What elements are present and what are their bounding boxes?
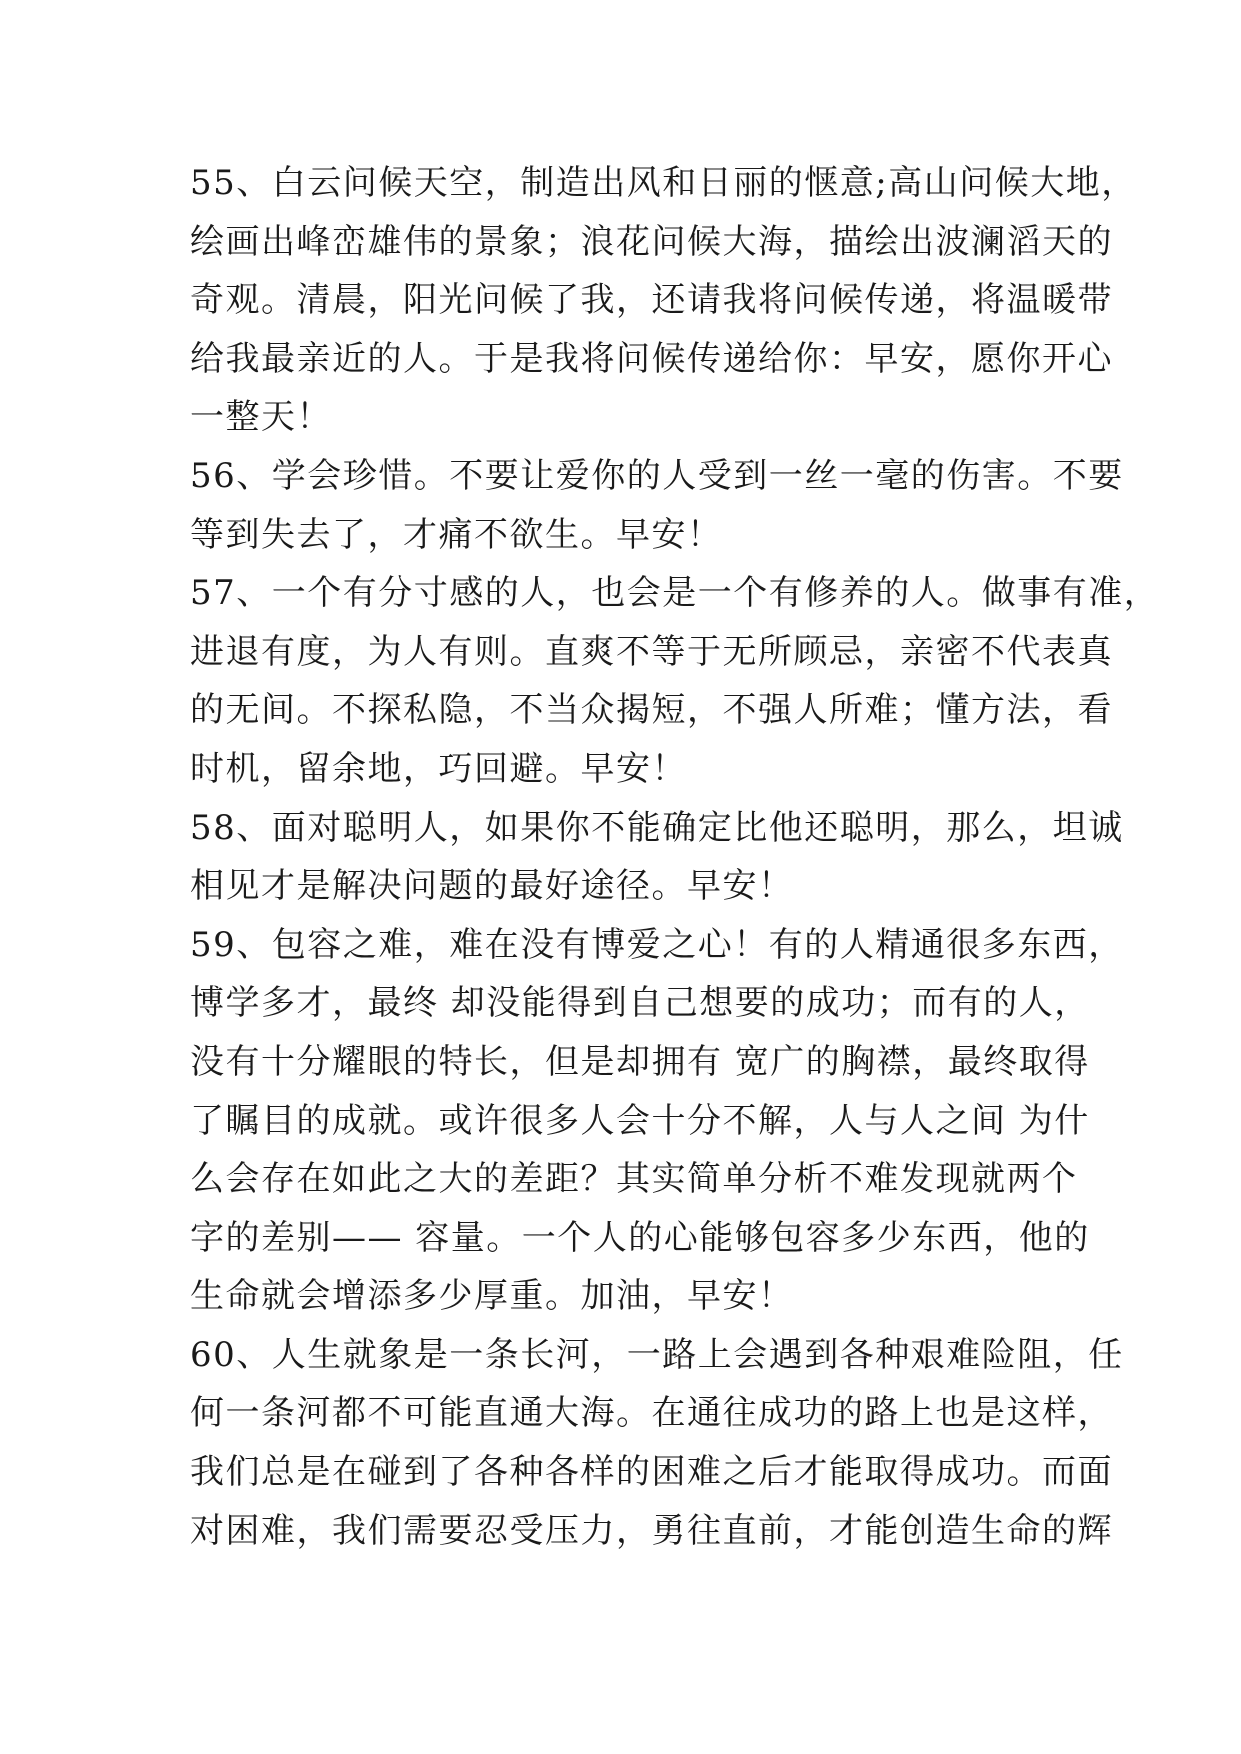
text-line-5: 一整天！ bbox=[190, 397, 332, 438]
text-line-1: 55、白云问候天空，制造出风和日丽的惬意;高山问候大地， bbox=[190, 163, 1137, 203]
text-line-17: 了瞩目的成就。或许很多人会十分不解，人与人之间 为什 bbox=[190, 1100, 1090, 1141]
text-line-9: 进退有度，为人有则。直爽不等于无所顾忌，亲密不代表真 bbox=[190, 631, 1113, 672]
text-line-14: 59、包容之难，难在没有博爱之心！有的人精通很多东西， bbox=[190, 924, 1124, 965]
text-line-8: 57、一个有分寸感的人，也会是一个有修养的人。做事有准， bbox=[190, 573, 1160, 614]
text-line-23: 我们总是在碰到了各种各样的困难之后才能取得成功。而面 bbox=[190, 1452, 1113, 1493]
document-body bbox=[190, 154, 1160, 1560]
text-line-20: 生命就会增添多少厚重。加油，早安！ bbox=[190, 1276, 794, 1317]
text-line-19: 字的差别—— 容量。一个人的心能够包容多少东西，他的 bbox=[190, 1217, 1090, 1258]
text-line-12: 58、面对聪明人，如果你不能确定比他还聪明，那么，坦诚 bbox=[190, 807, 1124, 848]
text-line-3: 奇观。清晨，阳光问候了我，还请我将问候传递，将温暖带 bbox=[190, 280, 1113, 321]
text-line-4: 给我最亲近的人。于是我将问候传递给你：早安，愿你开心 bbox=[190, 338, 1113, 379]
text-line-13: 相见才是解决问题的最好途径。早安！ bbox=[190, 866, 794, 907]
text-line-21: 60、人生就象是一条长河，一路上会遇到各种艰难险阻，任 bbox=[190, 1334, 1124, 1375]
text-line-16: 没有十分耀眼的特长，但是却拥有 宽广的胸襟，最终取得 bbox=[190, 1041, 1090, 1082]
text-line-7: 等到失去了，才痛不欲生。早安！ bbox=[190, 514, 723, 555]
text-line-6: 56、学会珍惜。不要让爱你的人受到一丝一毫的伤害。不要 bbox=[190, 455, 1124, 496]
text-line-24: 对困难，我们需要忍受压力，勇往直前，才能创造生命的辉 bbox=[190, 1510, 1113, 1551]
text-line-18: 么会存在如此之大的差距？其实简单分析不难发现就两个 bbox=[190, 1159, 1078, 1200]
text-line-2: 绘画出峰峦雄伟的景象；浪花问候大海，描绘出波澜滔天的 bbox=[190, 221, 1113, 262]
text-line-15: 博学多才，最终 却没能得到自己想要的成功；而有的人， bbox=[190, 983, 1090, 1024]
text-line-10: 的无间。不探私隐，不当众揭短，不强人所难；懂方法，看 bbox=[190, 690, 1113, 731]
text-line-22: 何一条河都不可能直通大海。在通往成功的路上也是这样， bbox=[190, 1393, 1113, 1434]
text-line-11: 时机，留余地，巧回避。早安！ bbox=[190, 748, 687, 789]
